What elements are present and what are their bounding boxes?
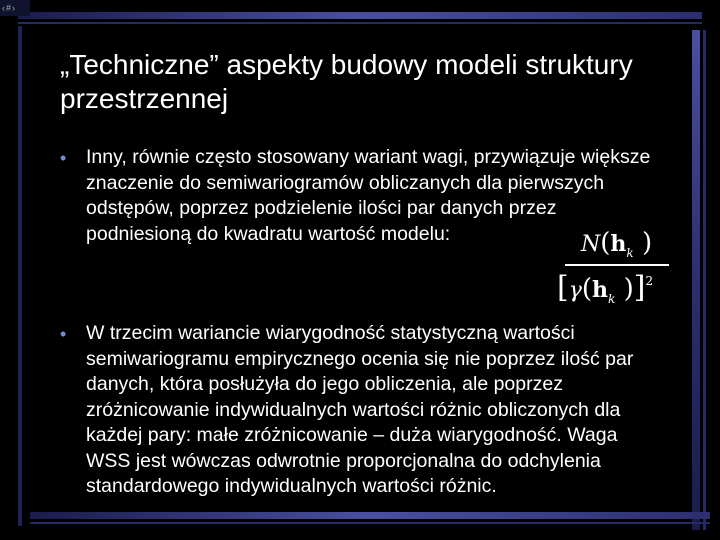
bullet-dot-icon: • — [60, 324, 67, 344]
bottom-frame-bar-thin — [30, 522, 710, 524]
bullet-dot-icon: • — [60, 148, 67, 168]
top-frame-bar-thin — [18, 22, 702, 24]
corner-mark: ‹#› — [2, 3, 16, 13]
bullet-text-1: Inny, równie często stosowany wariant wagi, przywiązuje większe znaczenie do semiwariogramów obliczanych dla pierwszych odstępów, poprzez podzielenie ilości par danych przez podniesioną do kwadratu wartość modelu: — [86, 146, 651, 245]
top-frame-bar — [18, 12, 702, 19]
bottom-frame-bar — [30, 512, 710, 519]
bullet-list — [56, 145, 666, 500]
right-frame-bar — [692, 30, 700, 530]
bullet-item-2 — [56, 321, 666, 500]
formula-numerator: $N(h_k$ ) — [581, 228, 653, 260]
bullet-text-2: W trzecim wariancie wiarygodność statystyczną wartości semiwariogramu empirycznego ocenia się nie poprzez ilość par danych, która posłużyła do jego obliczenia, ale poprzez zróżnicowanie indywidualnych wartości różnic obliczonych dla każdej pary: małe zróżnicowanie – duża wiarygodność. Waga WSS jest wówczas odwrotnie proporcjonalna do odchylenia standardowego indywidualnych wartości różnic. — [86, 322, 634, 497]
right-frame-bar-thin — [703, 30, 706, 530]
left-frame-bar — [18, 26, 22, 526]
slide-title: „Techniczne” aspekty budowy modeli struktury przestrzennej — [60, 49, 633, 114]
fraction-line — [565, 264, 669, 266]
formula-denominator: [$\gamma(h_k$ )]$^2$ — [557, 270, 654, 306]
weight-formula — [555, 228, 675, 312]
